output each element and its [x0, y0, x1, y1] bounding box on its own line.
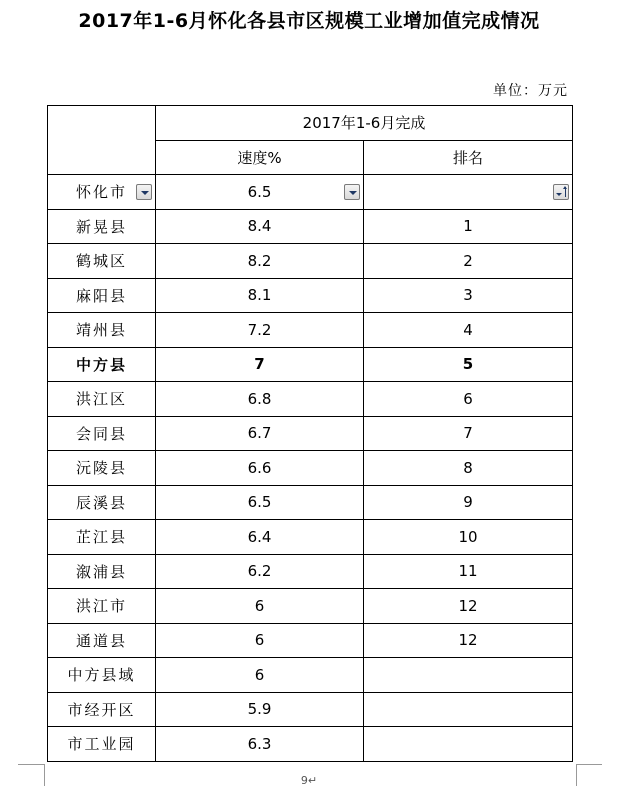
speed-value: 6.8 — [156, 382, 364, 417]
region-name: 麻阳县 — [48, 278, 156, 313]
filter-dropdown-icon[interactable] — [344, 184, 360, 200]
table-row — [48, 727, 573, 762]
speed-value: 6.2 — [156, 554, 364, 589]
region-name: 洪江区 — [48, 382, 156, 417]
region-name: 会同县 — [48, 416, 156, 451]
rank-value: 1 — [364, 209, 573, 244]
table-row — [48, 382, 573, 417]
table-row-highlighted — [48, 347, 573, 382]
speed-value: 7 — [156, 347, 364, 382]
speed-value: 6.3 — [156, 727, 364, 762]
table-row — [48, 313, 573, 348]
rank-value: 5 — [364, 347, 573, 382]
region-name: 新晃县 — [48, 209, 156, 244]
region-name: 中方县 — [48, 347, 156, 382]
rank-cell — [364, 175, 573, 210]
table-row — [48, 658, 573, 693]
region-name: 洪江市 — [48, 589, 156, 624]
region-name: 市经开区 — [48, 692, 156, 727]
table-row — [48, 623, 573, 658]
page-corner-mark-right — [576, 764, 602, 765]
table-row — [48, 278, 573, 313]
rank-value: 3 — [364, 278, 573, 313]
rank-value: 10 — [364, 520, 573, 555]
speed-value: 6 — [156, 658, 364, 693]
speed-value: 6.6 — [156, 451, 364, 486]
data-table — [47, 105, 573, 762]
speed-value: 6.5 — [156, 485, 364, 520]
speed-value: 6 — [156, 589, 364, 624]
table-row — [48, 175, 573, 210]
table-row — [48, 244, 573, 279]
header-blank-cell — [48, 106, 156, 175]
table-row — [48, 209, 573, 244]
region-name: 溆浦县 — [48, 554, 156, 589]
speed-value: 6.5 — [247, 182, 272, 201]
page-corner-mark-left — [18, 764, 44, 765]
region-name: 沅陵县 — [48, 451, 156, 486]
region-name: 鹤城区 — [48, 244, 156, 279]
table-row — [48, 554, 573, 589]
speed-value: 8.2 — [156, 244, 364, 279]
unit-label: 单位：万元 — [493, 83, 568, 99]
sort-dropdown-icon[interactable] — [553, 184, 569, 200]
rank-value — [364, 692, 573, 727]
rank-value — [364, 658, 573, 693]
rank-value: 2 — [364, 244, 573, 279]
rank-value: 4 — [364, 313, 573, 348]
table-row — [48, 451, 573, 486]
table-row — [48, 692, 573, 727]
region-cell — [48, 175, 156, 210]
region-name: 市工业园 — [48, 727, 156, 762]
rank-value: 6 — [364, 382, 573, 417]
speed-value: 5.9 — [156, 692, 364, 727]
document-title: 2017年1-6月怀化各县市区规模工业增加值完成情况 — [78, 10, 540, 32]
rank-value — [364, 727, 573, 762]
region-name: 芷江县 — [48, 520, 156, 555]
rank-value: 8 — [364, 451, 573, 486]
rank-value: 12 — [364, 623, 573, 658]
speed-value: 7.2 — [156, 313, 364, 348]
speed-value: 6 — [156, 623, 364, 658]
rank-value: 7 — [364, 416, 573, 451]
speed-value: 6.4 — [156, 520, 364, 555]
speed-value: 6.7 — [156, 416, 364, 451]
page-number: 9↵ — [300, 774, 318, 787]
table-row — [48, 416, 573, 451]
table-row — [48, 520, 573, 555]
region-name: 辰溪县 — [48, 485, 156, 520]
filter-dropdown-icon[interactable] — [136, 184, 152, 200]
speed-value: 8.1 — [156, 278, 364, 313]
rank-value: 11 — [364, 554, 573, 589]
rank-value: 9 — [364, 485, 573, 520]
region-name: 通道县 — [48, 623, 156, 658]
rank-value: 12 — [364, 589, 573, 624]
table-row — [48, 485, 573, 520]
region-name: 中方县域 — [48, 658, 156, 693]
speed-cell — [156, 175, 364, 210]
table-header-row-1 — [48, 106, 573, 141]
table-row — [48, 589, 573, 624]
speed-value: 8.4 — [156, 209, 364, 244]
region-name: 靖州县 — [48, 313, 156, 348]
group-header: 2017年1-6月完成 — [156, 106, 573, 141]
rank-column-header: 排名 — [364, 140, 573, 175]
speed-column-header: 速度% — [156, 140, 364, 175]
region-name: 怀化市 — [75, 183, 127, 202]
